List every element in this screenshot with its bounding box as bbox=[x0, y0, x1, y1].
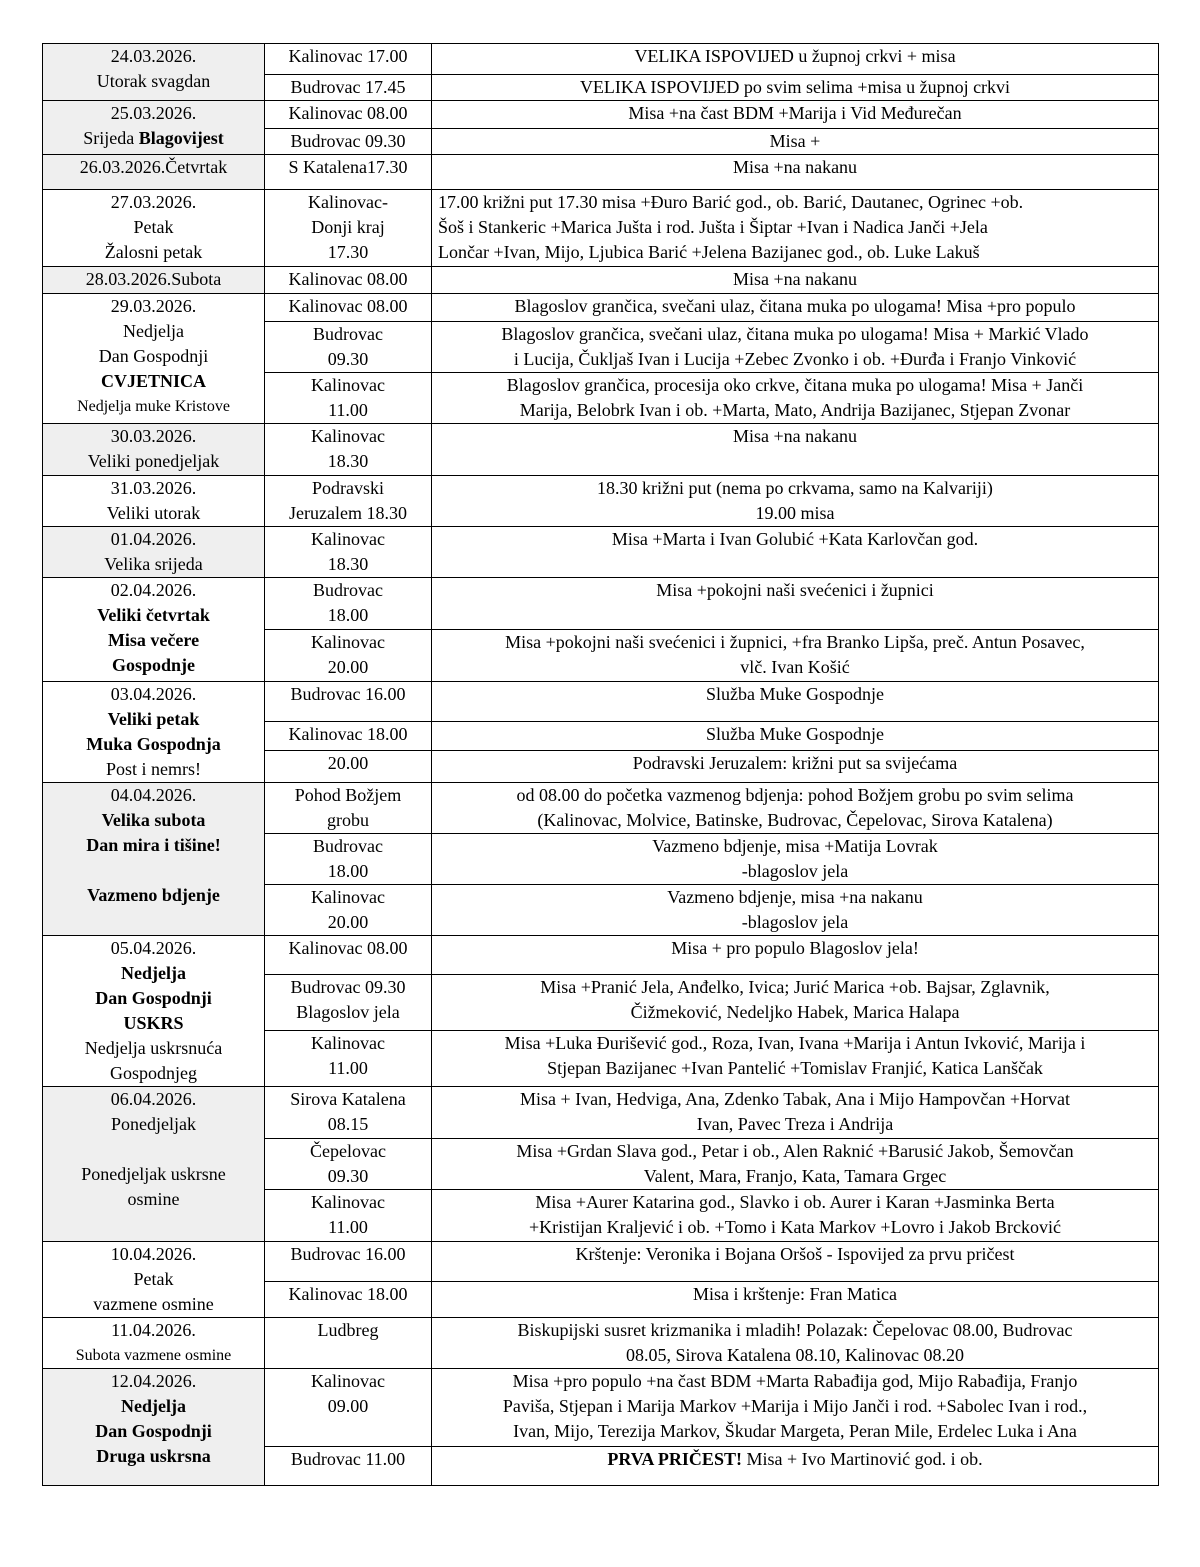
place-time-cell bbox=[265, 975, 432, 1030]
text-line: Misa i krštenje: Fran Matica bbox=[693, 1284, 897, 1305]
day-label-cell bbox=[43, 1369, 265, 1486]
text-line: Podravski Jeruzalem: križni put sa svijećama bbox=[632, 752, 958, 773]
schedule-row bbox=[43, 424, 1159, 476]
place-time-line: Kalinovac 17.00 bbox=[288, 46, 408, 66]
text-line: Misa + Ivan, Hedviga, Ana, Zdenko Tabak, Ana i Mijo Hampovčan +Horvat bbox=[519, 1089, 1071, 1109]
place-time-line: Sirova Katalena bbox=[290, 1089, 406, 1109]
text-line: Petak bbox=[133, 217, 174, 237]
schedule-row bbox=[43, 1318, 1159, 1369]
place-time-line: 09.30 bbox=[327, 349, 369, 369]
place-time-line: Donji kraj bbox=[311, 217, 385, 237]
place-time-line: S Katalena17.30 bbox=[288, 157, 408, 177]
description-cell bbox=[432, 578, 1159, 630]
text-line: 11.04.2026. bbox=[111, 1320, 196, 1340]
place-time-cell bbox=[265, 1030, 432, 1086]
text-line: VELIKA ISPOVIJED u župnoj crkvi + misa bbox=[634, 46, 956, 66]
place-time-line: Čepelovac bbox=[310, 1141, 386, 1161]
place-time-cell bbox=[265, 1190, 432, 1242]
place-time-line: Kalinovac bbox=[311, 375, 385, 395]
text-line: Vazmeno bdjenje, misa +na nakanu bbox=[667, 887, 923, 907]
text-line: Stjepan Bazijanec +Ivan Pantelić +Tomislav Franjić, Katica Lanščak bbox=[547, 1057, 1043, 1078]
description-cell bbox=[432, 783, 1159, 834]
schedule-row bbox=[43, 936, 1159, 975]
place-time-cell bbox=[265, 936, 432, 975]
text-line: Subota vazmene osmine bbox=[75, 1347, 232, 1364]
text-line: Petak bbox=[133, 1269, 174, 1289]
schedule-row bbox=[43, 682, 1159, 722]
text-line: Lončar +Ivan, Mijo, Ljubica Barić +Jelena Bazijanec god., ob. Luke Lakuš bbox=[438, 242, 980, 262]
text-line: Žalosni petak bbox=[104, 242, 203, 262]
day-label-cell bbox=[43, 267, 265, 294]
place-time-line: Kalinovac bbox=[311, 887, 385, 907]
place-time-line: 11.00 bbox=[328, 1057, 368, 1078]
text-line: Biskupijski susret krizmanika i mladih! Polazak: Čepelovac 08.00, Budrovac bbox=[517, 1320, 1073, 1340]
place-time-cell bbox=[265, 101, 432, 129]
place-time-line: 20.00 bbox=[327, 912, 369, 932]
place-time-cell bbox=[265, 1447, 432, 1486]
day-label-cell bbox=[43, 190, 265, 267]
description-cell bbox=[432, 75, 1159, 101]
description-cell bbox=[432, 322, 1159, 373]
description-cell bbox=[432, 1139, 1159, 1190]
schedule-row bbox=[43, 294, 1159, 322]
description-cell bbox=[432, 101, 1159, 129]
mass-schedule-table bbox=[42, 43, 1159, 1486]
text-line: Dan Gospodnji bbox=[95, 1421, 212, 1441]
description-cell bbox=[432, 936, 1159, 975]
text-line bbox=[438, 1447, 1152, 1472]
description-cell bbox=[432, 975, 1159, 1030]
place-time-line: 18.00 bbox=[327, 605, 369, 625]
day-label-cell bbox=[43, 682, 265, 783]
text-line: VELIKA ISPOVIJED po svim selima +misa u župnoj crkvi bbox=[579, 77, 1011, 97]
schedule-body bbox=[43, 44, 1159, 1486]
place-time-cell bbox=[265, 424, 432, 476]
place-time-line: Kalinovac 18.00 bbox=[288, 1284, 408, 1305]
text-line: Blagoslov grančica, svečani ulaz, čitana muka po ulogama! Misa + Markić Vlado bbox=[501, 324, 1089, 344]
text-line: 31.03.2026. bbox=[110, 478, 197, 498]
text-line: Misa +Aurer Katarina god., Slavko i ob. Aurer i Karan +Jasminka Berta bbox=[535, 1192, 1055, 1212]
description-cell bbox=[432, 155, 1159, 190]
place-time-line: Budrovac bbox=[313, 580, 383, 600]
text-line: 06.04.2026. bbox=[110, 1089, 197, 1109]
day-label-cell bbox=[43, 1087, 265, 1242]
place-time-cell bbox=[265, 190, 432, 267]
text-line: -blagoslov jela bbox=[741, 912, 849, 932]
text-line: Blagoslov grančica, svečani ulaz, čitana muka po ulogama! Misa +pro populo bbox=[514, 296, 1076, 316]
plain-text: Misa + Ivo Martinović god. i ob. bbox=[746, 1449, 983, 1469]
place-time-line: Budrovac 09.30 bbox=[290, 131, 406, 151]
place-time-line: Kalinovac 08.00 bbox=[288, 938, 408, 958]
text-line: Vazmeno bdjenje, misa +Matija Lovrak bbox=[652, 836, 938, 856]
place-time-cell bbox=[265, 1282, 432, 1318]
place-time-line: 11.00 bbox=[328, 400, 368, 420]
text-line: vlč. Ivan Košić bbox=[740, 657, 850, 677]
text-line: Muka Gospodnja bbox=[86, 734, 221, 754]
description-cell bbox=[432, 294, 1159, 322]
description-cell bbox=[432, 1087, 1159, 1139]
place-time-line: Kalinovac 08.00 bbox=[288, 103, 408, 123]
place-time-line: 08.15 bbox=[327, 1114, 369, 1134]
text-line: Ponedjeljak uskrsne bbox=[81, 1164, 226, 1184]
place-time-line: Blagoslov jela bbox=[296, 1002, 400, 1023]
place-time-cell bbox=[265, 75, 432, 101]
place-time-line: Budrovac bbox=[313, 324, 383, 344]
text-line: i Lucija, Čukljaš Ivan i Lucija +Zebec Zvonko i ob. +Đurđa i Franjo Vinković bbox=[513, 349, 1077, 369]
schedule-row bbox=[43, 527, 1159, 578]
schedule-row bbox=[43, 190, 1159, 267]
day-label-cell bbox=[43, 424, 265, 476]
place-time-cell bbox=[265, 155, 432, 190]
place-time-cell bbox=[265, 1139, 432, 1190]
place-time-line: Kalinovac 08.00 bbox=[288, 296, 408, 316]
day-label-cell bbox=[43, 476, 265, 527]
description-cell bbox=[432, 1282, 1159, 1318]
place-time-line: grobu bbox=[327, 810, 369, 830]
text-line: Veliki utorak bbox=[106, 503, 201, 523]
text-line: Valent, Mara, Franjo, Kata, Tamara Grgec bbox=[643, 1166, 947, 1186]
day-label-cell bbox=[43, 578, 265, 682]
description-cell bbox=[432, 44, 1159, 75]
place-time-cell bbox=[265, 783, 432, 834]
text-line: Utorak svagdan bbox=[96, 71, 211, 91]
text-line: 28.03.2026.Subota bbox=[85, 269, 222, 289]
description-cell bbox=[432, 682, 1159, 722]
text-line: 01.04.2026. bbox=[110, 529, 197, 549]
schedule-row bbox=[43, 476, 1159, 527]
place-time-line: Budrovac 09.30 bbox=[290, 977, 406, 998]
schedule-row bbox=[43, 1369, 1159, 1447]
text-line: 19.00 misa bbox=[755, 503, 835, 523]
place-time-line: Kalinovac 18.00 bbox=[288, 723, 408, 744]
day-label-cell bbox=[43, 1242, 265, 1318]
text-line: Misa +pokojni naši svećenici i župnici bbox=[656, 580, 934, 600]
place-time-line: Ludbreg bbox=[317, 1320, 379, 1340]
text-line: Misa +Grdan Slava god., Petar i ob., Alen Raknić +Barusić Jakob, Šemovčan bbox=[516, 1141, 1074, 1161]
description-cell bbox=[432, 190, 1159, 267]
place-time-cell bbox=[265, 682, 432, 722]
text-line: Vazmeno bdjenje bbox=[87, 885, 220, 905]
text-line: CVJETNICA bbox=[100, 371, 206, 391]
text-line: Veliki petak bbox=[107, 709, 200, 729]
place-time-cell bbox=[265, 1369, 432, 1447]
text-line: 03.04.2026. bbox=[110, 684, 197, 704]
text-line bbox=[49, 126, 258, 151]
day-label-cell bbox=[43, 783, 265, 936]
text-line: Misa + bbox=[769, 131, 821, 151]
text-line: 04.04.2026. bbox=[110, 785, 197, 805]
day-label-cell bbox=[43, 1318, 265, 1369]
text-line: Ivan, Mijo, Terezija Markov, Škudar Margeta, Peran Mile, Erdelec Luka i Ana bbox=[513, 1421, 1077, 1441]
text-line: Misa +Pranić Jela, Anđelko, Ivica; Jurić Marica +ob. Bajsar, Zglavnik, bbox=[540, 977, 1050, 998]
text-line: od 08.00 do početka vazmenog bdjenja: pohod Božjem grobu po svim selima bbox=[516, 785, 1074, 805]
description-cell bbox=[432, 630, 1159, 682]
description-cell bbox=[432, 1447, 1159, 1486]
text-line: Dan Gospodnji bbox=[98, 346, 209, 366]
text-line: Misa +na nakanu bbox=[732, 426, 858, 446]
text-line: Misa +Marta i Ivan Golubić +Kata Karlovčan god. bbox=[611, 529, 979, 549]
place-time-cell bbox=[265, 630, 432, 682]
place-time-cell bbox=[265, 476, 432, 527]
place-time-cell bbox=[265, 721, 432, 750]
day-label-cell bbox=[43, 294, 265, 424]
place-time-line: 09.00 bbox=[327, 1396, 369, 1416]
description-cell bbox=[432, 750, 1159, 782]
place-time-line: 18.30 bbox=[327, 554, 369, 574]
place-time-cell bbox=[265, 322, 432, 373]
place-time-cell bbox=[265, 834, 432, 885]
place-time-line: Kalinovac- bbox=[308, 192, 388, 212]
place-time-cell bbox=[265, 527, 432, 578]
text-line: 26.03.2026.Četvrtak bbox=[79, 157, 228, 177]
place-time-line: Kalinovac bbox=[311, 632, 385, 652]
text-line: Gospodnjeg bbox=[110, 1063, 197, 1083]
text-line: Blagoslov grančica, procesija oko crkve, čitana muka po ulogama! Misa + Janči bbox=[506, 375, 1084, 395]
day-label-cell bbox=[43, 936, 265, 1087]
description-cell bbox=[432, 129, 1159, 155]
text-line: 02.04.2026. bbox=[110, 580, 197, 600]
place-time-line: Kalinovac bbox=[311, 1192, 385, 1212]
text-line: Šoš i Stankeric +Marica Jušta i rod. Jušta i Šiptar +Ivan i Nadica Janči +Jela bbox=[438, 217, 988, 237]
text-line: +Kristijan Kraljević i ob. +Tomo i Kata Markov +Lovro i Jakob Brcković bbox=[528, 1217, 1062, 1237]
schedule-row bbox=[43, 267, 1159, 294]
place-time-line: Kalinovac bbox=[311, 1032, 385, 1053]
schedule-row bbox=[43, 44, 1159, 75]
place-time-line: Budrovac 16.00 bbox=[290, 1244, 406, 1264]
place-time-line: Budrovac 16.00 bbox=[290, 684, 406, 704]
text-line: Dan Gospodnji bbox=[95, 988, 212, 1008]
text-line: Čižmeković, Nedeljko Habek, Marica Halapa bbox=[630, 1002, 960, 1023]
place-time-line: 17.30 bbox=[327, 242, 369, 262]
text-line: Misa +Luka Đurišević god., Roza, Ivan, Ivana +Marija i Antun Ivković, Marija i bbox=[504, 1032, 1086, 1053]
description-cell bbox=[432, 1318, 1159, 1369]
description-cell bbox=[432, 1190, 1159, 1242]
text-line: Veliki ponedjeljak bbox=[87, 451, 220, 471]
schedule-row bbox=[43, 783, 1159, 834]
description-cell bbox=[432, 424, 1159, 476]
text-line: (Kalinovac, Molvice, Batinske, Budrovac, Čepelovac, Sirova Katalena) bbox=[537, 810, 1053, 830]
text-line: Velika srijeda bbox=[104, 554, 203, 574]
text-line: Nedjelja bbox=[121, 1396, 186, 1416]
place-time-cell bbox=[265, 1087, 432, 1139]
text-line: Misa + pro populo Blagoslov jela! bbox=[671, 938, 919, 958]
day-label-cell bbox=[43, 527, 265, 578]
text-line: Ponedjeljak bbox=[111, 1114, 196, 1134]
text-line: 08.05, Sirova Katalena 08.10, Kalinovac 08.20 bbox=[626, 1345, 964, 1365]
place-time-line: Pohod Božjem bbox=[294, 785, 402, 805]
place-time-cell bbox=[265, 129, 432, 155]
day-label-cell bbox=[43, 155, 265, 190]
bold-text: PRVA PRIČEST! bbox=[607, 1449, 747, 1469]
text-line: Služba Muke Gospodnje bbox=[706, 684, 884, 704]
place-time-cell bbox=[265, 1318, 432, 1369]
text-line: vazmene osmine bbox=[93, 1294, 214, 1314]
place-time-line: Podravski bbox=[312, 478, 384, 498]
place-time-cell bbox=[265, 1242, 432, 1282]
place-time-line: Kalinovac bbox=[311, 426, 385, 446]
text-line: 10.04.2026. bbox=[110, 1244, 197, 1264]
text-line: 17.00 križni put 17.30 misa +Đuro Barić god., ob. Barić, Dautanec, Ogrinec +ob. bbox=[438, 192, 1024, 212]
text-line: Nedjelja bbox=[123, 321, 184, 341]
place-time-line: 11.00 bbox=[328, 1217, 368, 1237]
place-time-line: 18.00 bbox=[327, 861, 369, 881]
description-cell bbox=[432, 834, 1159, 885]
text-line: Gospodnje bbox=[111, 655, 196, 675]
place-time-line: Kalinovac bbox=[311, 529, 385, 549]
place-time-cell bbox=[265, 578, 432, 630]
text-line: USKRS bbox=[123, 1013, 184, 1033]
text-line: Veliki četvrtak bbox=[97, 605, 210, 625]
bold-text: Blagovijest bbox=[138, 128, 224, 148]
place-time-line: 20.00 bbox=[327, 657, 369, 677]
description-cell bbox=[432, 267, 1159, 294]
place-time-cell bbox=[265, 267, 432, 294]
text-line: 29.03.2026. bbox=[110, 296, 197, 316]
description-cell bbox=[432, 885, 1159, 936]
text-line: Post i nemrs! bbox=[105, 759, 201, 779]
text-line: Misa +na nakanu bbox=[732, 269, 858, 289]
text-line: osmine bbox=[127, 1189, 180, 1209]
place-time-line: 09.30 bbox=[327, 1166, 369, 1186]
schedule-row bbox=[43, 578, 1159, 630]
place-time-line: Budrovac 11.00 bbox=[290, 1449, 406, 1469]
description-cell bbox=[432, 527, 1159, 578]
place-time-line: 18.30 bbox=[327, 451, 369, 471]
text-line: 12.04.2026. bbox=[110, 1371, 197, 1391]
text-line: Ivan, Pavec Treza i Andrija bbox=[696, 1114, 894, 1134]
day-label-cell bbox=[43, 44, 265, 101]
description-cell bbox=[432, 373, 1159, 424]
schedule-row bbox=[43, 101, 1159, 129]
text-line: 05.04.2026. bbox=[110, 938, 197, 958]
description-cell bbox=[432, 721, 1159, 750]
description-cell bbox=[432, 1030, 1159, 1086]
place-time-cell bbox=[265, 750, 432, 782]
description-cell bbox=[432, 476, 1159, 527]
text-line: 18.30 križni put (nema po crkvama, samo na Kalvariji) bbox=[597, 478, 993, 498]
place-time-line: Jeruzalem 18.30 bbox=[289, 503, 407, 523]
day-label-cell bbox=[43, 101, 265, 155]
plain-text: Srijeda bbox=[83, 128, 139, 148]
text-line: Paviša, Stjepan i Marija Markov +Marija i Mijo Janči i rod. +Sabolec Ivan i rod., bbox=[502, 1396, 1088, 1416]
place-time-line: Kalinovac 08.00 bbox=[288, 269, 408, 289]
place-time-cell bbox=[265, 885, 432, 936]
text-line: Misa +pokojni naši svećenici i župnici, +fra Branko Lipša, preč. Antun Posavec, bbox=[505, 632, 1085, 652]
schedule-row bbox=[43, 1087, 1159, 1139]
text-line: -blagoslov jela bbox=[741, 861, 849, 881]
text-line: Nedjelja muke Kristove bbox=[77, 398, 230, 415]
description-cell bbox=[432, 1242, 1159, 1282]
place-time-cell bbox=[265, 373, 432, 424]
place-time-line: Budrovac 17.45 bbox=[290, 77, 406, 97]
text-line: Nedjelja uskrsnuća bbox=[84, 1038, 223, 1058]
text-line: Služba Muke Gospodnje bbox=[706, 723, 884, 744]
place-time-line: Kalinovac bbox=[311, 1371, 385, 1391]
text-line: Misa +na nakanu bbox=[732, 157, 858, 177]
schedule-row bbox=[43, 1242, 1159, 1282]
place-time-cell bbox=[265, 44, 432, 75]
text-line: Misa večere bbox=[107, 630, 200, 650]
text-line: Misa +na čast BDM +Marija i Vid Međurečan bbox=[628, 103, 962, 123]
schedule-row bbox=[43, 155, 1159, 190]
text-line: Dan mira i tišine! bbox=[86, 835, 221, 855]
text-line: Velika subota bbox=[101, 810, 206, 830]
place-time-line: Budrovac bbox=[313, 836, 383, 856]
text-line: Krštenje: Veronika i Bojana Oršoš - Ispovijed za prvu pričest bbox=[575, 1244, 1015, 1264]
text-line: 25.03.2026. bbox=[110, 103, 197, 123]
text-line: Nedjelja bbox=[121, 963, 186, 983]
text-line: 30.03.2026. bbox=[110, 426, 197, 446]
place-time-line: 20.00 bbox=[327, 752, 369, 773]
place-time-cell bbox=[265, 294, 432, 322]
text-line: 24.03.2026. bbox=[110, 46, 197, 66]
text-line: Marija, Belobrk Ivan i ob. +Marta, Mato, Andrija Bazijanec, Stjepan Zvonar bbox=[519, 400, 1071, 420]
text-line: Misa +pro populo +na čast BDM +Marta Rabađija god, Mijo Rabađija, Franjo bbox=[512, 1371, 1078, 1391]
text-line bbox=[49, 858, 258, 883]
text-line: Druga uskrsna bbox=[96, 1446, 211, 1466]
text-line: 27.03.2026. bbox=[110, 192, 197, 212]
text-line bbox=[49, 1137, 258, 1162]
description-cell bbox=[432, 1369, 1159, 1447]
